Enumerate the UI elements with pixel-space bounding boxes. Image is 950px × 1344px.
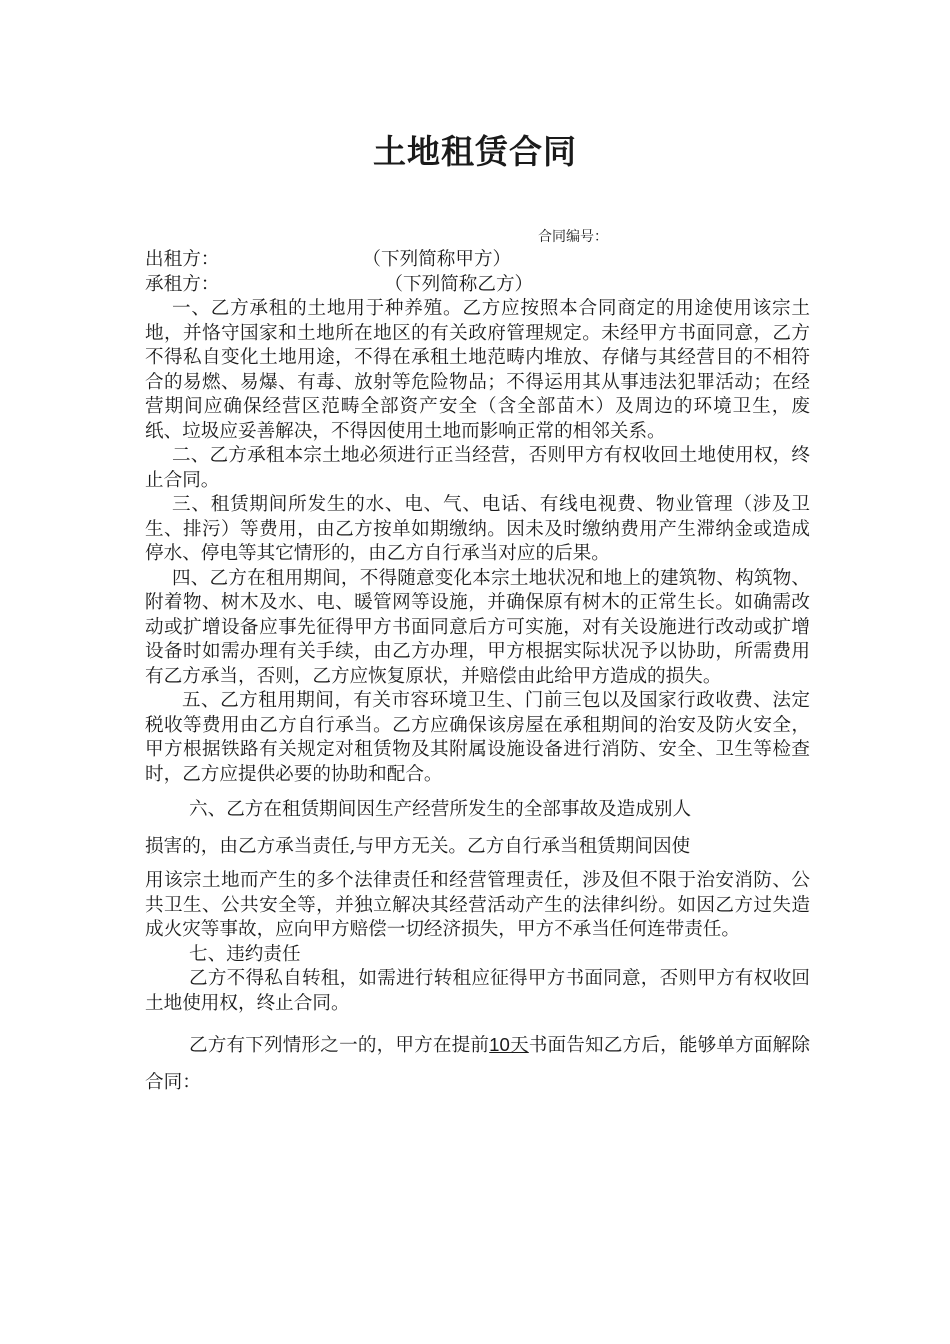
clause-3: 三、租赁期间所发生的水、电、气、电话、有线电视费、物业管理（涉及卫生、排污）等费用，由乙方按单如期缴纳。因未及时缴纳费用产生滞纳金或造成停水、停电等其它情形的，由乙方自行承当对应的后果。 <box>145 494 810 564</box>
clause-2: 二、乙方承租本宗土地必须进行正当经营，否则甲方有权收回土地使用权，终止合同。 <box>145 445 810 491</box>
termination-clause <box>145 1026 810 1101</box>
contract-number-label: 合同编号： <box>538 229 608 245</box>
document-title: 土地租赁合同 <box>373 132 577 171</box>
termination-days: 10天 <box>489 1034 529 1055</box>
clause-6-line-2: 损害的，由乙方承当责任,与甲方无关。乙方自行承当租赁期间因使 <box>145 836 691 857</box>
termination-suffix: 书面告知乙方后，能够单方面解除合同： <box>145 1035 810 1093</box>
clause-5: 五、乙方租用期间，有关市容环境卫生、门前三包以及国家行政收费、法定税收等费用由乙方自行承当。乙方应确保该房屋在承租期间的治安及防火安全，甲方根据铁路有关规定对租赁物及其附属设施设备进行消防、安全、卫生等检查时，乙方应提供必要的协助和配合。 <box>145 690 810 785</box>
lessor-note: （下列简称甲方） <box>362 249 512 270</box>
lessee-note: （下列简称乙方） <box>384 273 534 295</box>
clause-4: 四、乙方在租用期间，不得随意变化本宗土地状况和地上的建筑物、构筑物、附着物、树木及水、电、暖管网等设施，并确保原有树木的正常生长。如确需改动或扩增设备应事先征得甲方书面同意后方可实施，对有关设施进行改动或扩增设备时如需办理有关手续，由乙方办理，甲方根据实际状况予以协助，所需费用有乙方承当，否则，乙方应恢复原状，并赔偿由此给甲方造成的损失。 <box>145 567 810 687</box>
contract-body <box>145 248 810 1101</box>
lessor-label: 出租方： <box>145 249 220 270</box>
clause-7-heading: 七、违约责任 <box>189 943 301 965</box>
clause-1: 一、乙方承租的土地用于种养殖。乙方应按照本合同商定的用途使用该宗土地，并恪守国家和土地所在地区的有关政府管理规定。未经甲方书面同意，乙方不得私自变化土地用途，不得在承租土地范畴内堆放、存储与其经营目的不相符合的易燃、易爆、有毒、放射等危险物品；不得运用其从事违法犯罪活动；在经营期间应确保经营区范畴全部资产安全（含全部苗木）及周边的环境卫生，废纸、垃圾应妥善解决，不得因使用土地而影响正常的相邻关系。 <box>145 298 810 442</box>
clause-6-line-1: 六、乙方在租赁期间因生产经营所发生的全部事故及造成别人 <box>189 799 692 820</box>
lessor-line <box>145 248 810 273</box>
clause-6-rest: 用该宗土地而产生的多个法律责任和经营管理责任，涉及但不限于治安消防、公共卫生、公共安全等，并独立解决其经营活动产生的法律纠纷。如因乙方过失造成火灾等事故，应向甲方赔偿一切经济损失，甲方不承当任何连带责任。 <box>145 870 810 940</box>
clause-7-text: 乙方不得私自转租，如需进行转租应征得甲方书面同意，否则甲方有权收回土地使用权，终止合同。 <box>145 968 810 1014</box>
lessee-line <box>145 273 810 298</box>
lessee-label: 承租方： <box>145 273 220 295</box>
termination-prefix: 乙方有下列情形之一的，甲方在提前 <box>189 1035 490 1056</box>
